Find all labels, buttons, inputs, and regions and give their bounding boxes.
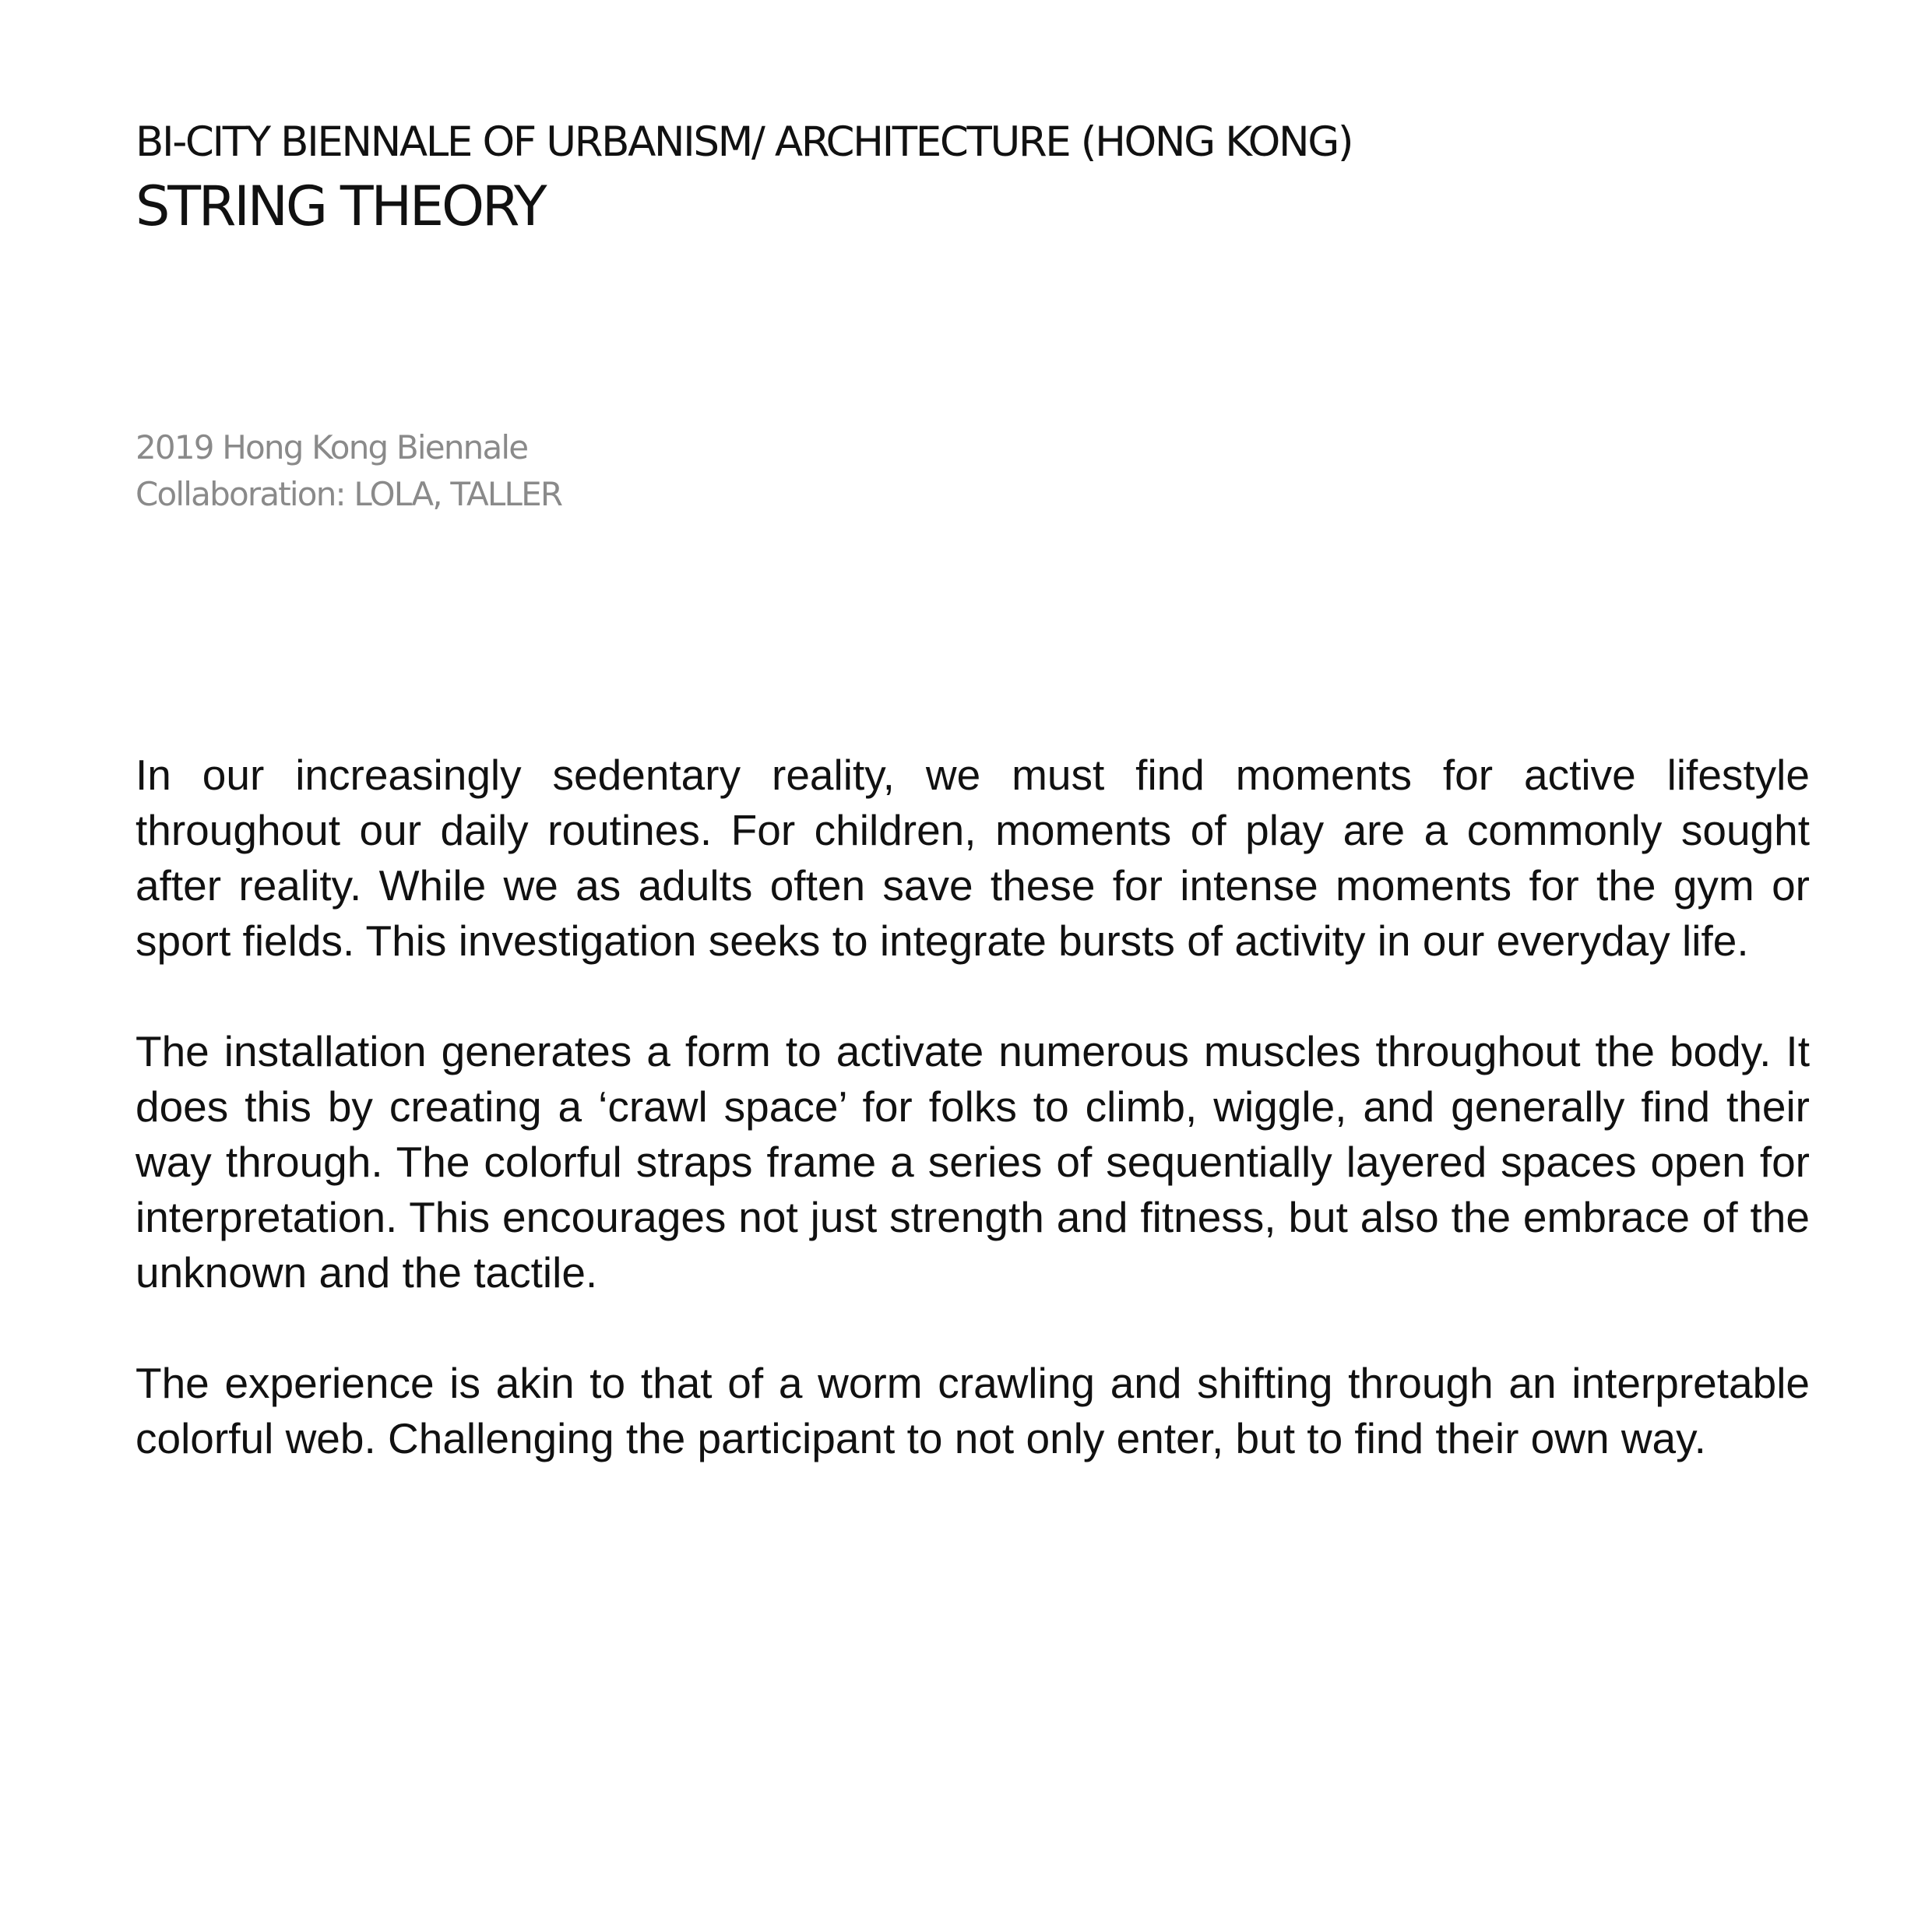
project-description [135,748,1810,1522]
project-title: STRING THEORY [135,174,545,238]
meta-year-line: 2019 Hong Kong Biennale [135,428,528,466]
project-meta [135,424,1070,518]
meta-collaboration-line: Collaboration: LOLA, TALLER [135,475,562,513]
event-title: BI-CITY BIENNALE OF URBANISM/ ARCHITECTURE (HONG KONG) [135,118,1353,166]
description-paragraph-3: The experience is akin to that of a worm crawling and shifting through an interpretable colorful web. Challenging the participant to not only enter, but to find their own way. [135,1359,1810,1462]
description-paragraph-2: The installation generates a form to activate numerous muscles throughout the body. It does this by creating a ‘crawl space’ for folks to climb, wiggle, and generally find their way through. The colorful straps frame a series of sequentially layered spaces open for interpretation. This encourages not just strength and fitness, but also the embrace of the unknown and the tactile. [135,1027,1810,1297]
document-header [135,115,1810,241]
description-paragraph-1: In our increasingly sedentary reality, we must find moments for active lifestyle throughout our daily routines. For children, moments of play are a commonly sought after reality. While we as adults often save these for intense moments for the gym or sport fields. This investigation seeks to integrate bursts of activity in our everyday life. [135,751,1810,965]
